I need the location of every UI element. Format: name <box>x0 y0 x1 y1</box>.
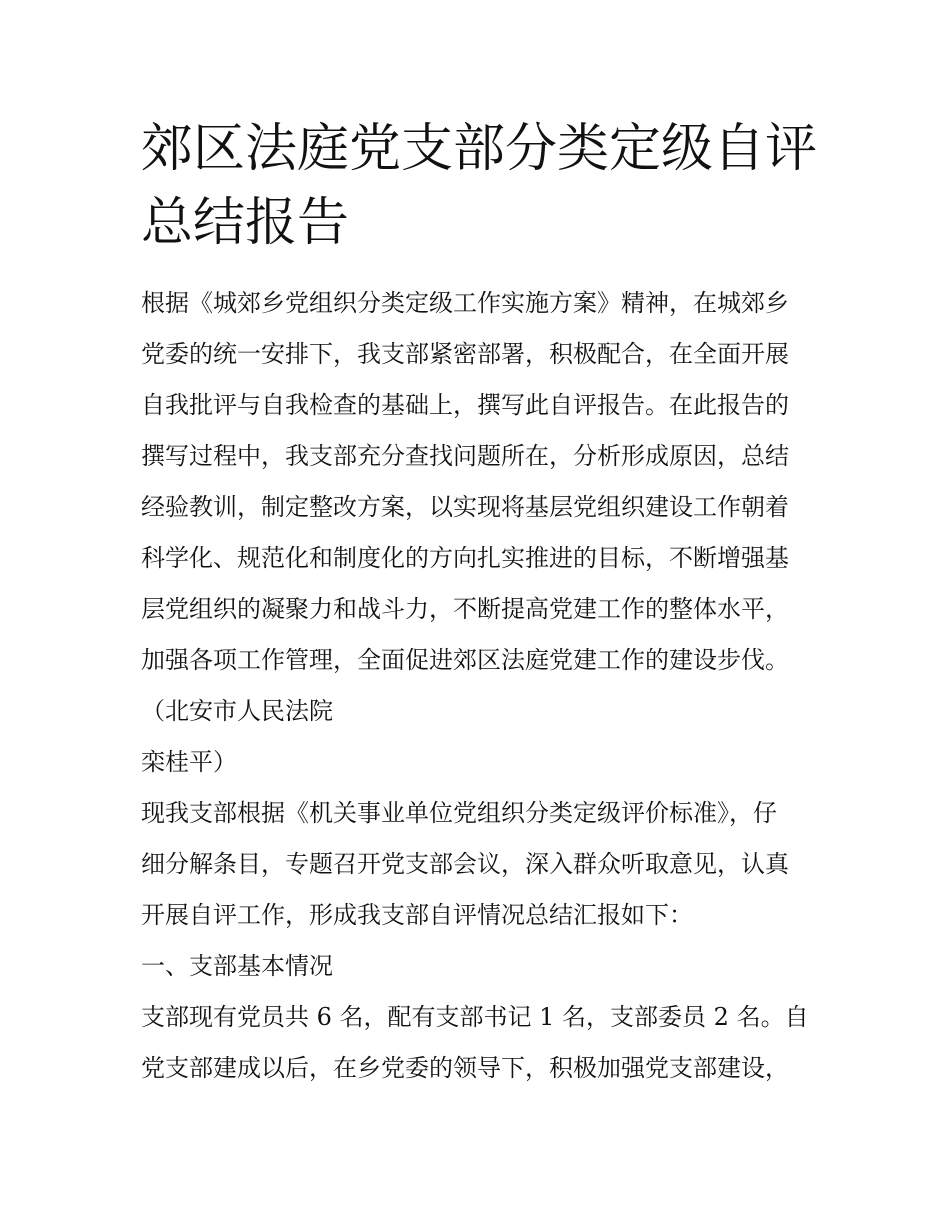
body-line-13: 开展自评工作，形成我支部自评情况总结汇报如下： <box>141 901 693 929</box>
document-title <box>141 112 821 260</box>
body-line-9: （北安市人民法院 <box>141 697 333 725</box>
body-line-15: 支部现有党员共 6 名，配有支部书记 1 名，支部委员 2 名。自 <box>141 1003 809 1031</box>
section-heading-1: 一、支部基本情况 <box>141 952 333 980</box>
body-line-2: 党委的统一安排下，我支部紧密部署，积极配合，在全面开展 <box>141 340 789 368</box>
document-body <box>141 278 821 1094</box>
body-line-8: 加强各项工作管理，全面促进郊区法庭党建工作的建设步伐。 <box>141 646 789 674</box>
body-line-7: 层党组织的凝聚力和战斗力，不断提高党建工作的整体水平， <box>141 595 789 623</box>
body-line-6: 科学化、规范化和制度化的方向扎实推进的目标，不断增强基 <box>141 544 789 572</box>
title-line-2: 总结报告 <box>141 193 350 253</box>
body-line-10: 栾桂平） <box>141 748 237 776</box>
body-line-11: 现我支部根据《机关事业单位党组织分类定级评价标准》，仔 <box>141 799 777 827</box>
body-line-3: 自我批评与自我检查的基础上，撰写此自评报告。在此报告的 <box>141 391 789 419</box>
body-line-5: 经验教训，制定整改方案，以实现将基层党组织建设工作朝着 <box>141 493 789 521</box>
body-line-4: 撰写过程中，我支部充分查找问题所在，分析形成原因，总结 <box>141 442 789 470</box>
body-line-1: 根据《城郊乡党组织分类定级工作实施方案》精神，在城郊乡 <box>141 289 789 317</box>
body-line-12: 细分解条目，专题召开党支部会议，深入群众听取意见，认真 <box>141 850 789 878</box>
body-line-16: 党支部建成以后，在乡党委的领导下，积极加强党支部建设， <box>141 1054 789 1082</box>
title-line-1: 郊区法庭党支部分类定级自评 <box>141 119 818 179</box>
